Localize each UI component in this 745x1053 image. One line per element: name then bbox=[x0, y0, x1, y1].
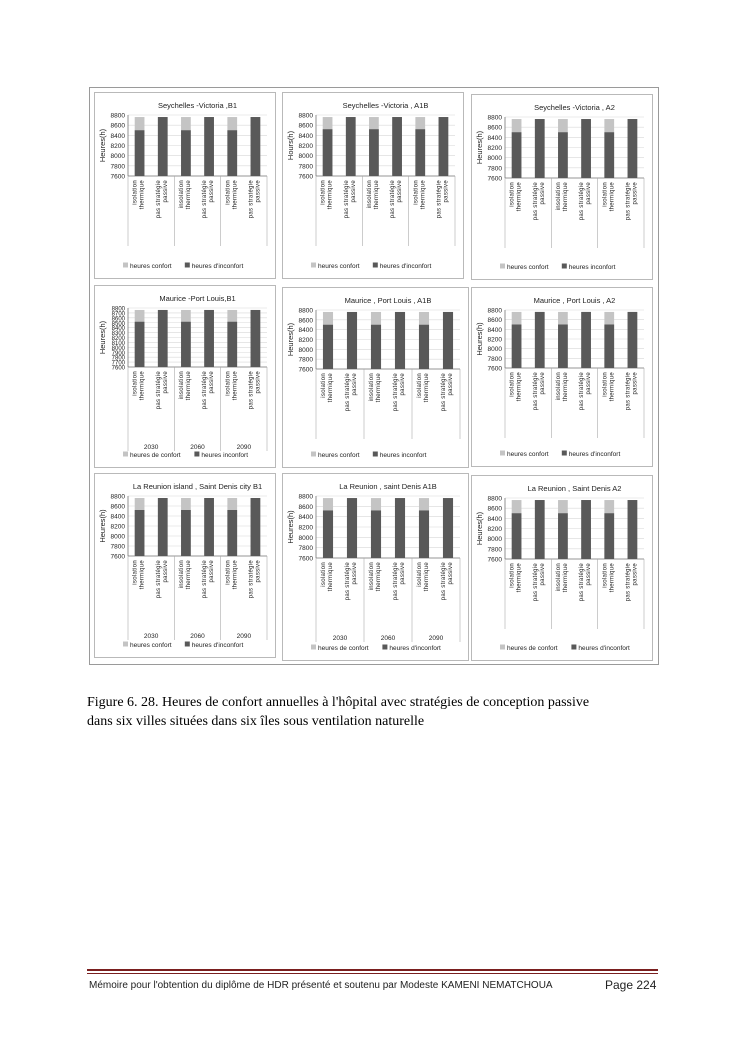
bar-heures-inconfort bbox=[604, 513, 614, 559]
y-tick-label: 8000 bbox=[298, 153, 313, 161]
y-tick-label: 8100 bbox=[111, 340, 125, 347]
y-tick-label: 8400 bbox=[487, 134, 502, 142]
y-tick-label: 8600 bbox=[487, 317, 502, 325]
legend-label-confort: heures de confort bbox=[130, 452, 181, 459]
bar-heures-inconfort bbox=[512, 325, 522, 369]
chart-title: Seychelles -Victoria , A1B bbox=[342, 101, 429, 110]
x-category-label: isolationthermique bbox=[602, 372, 616, 402]
period-label: 2060 bbox=[190, 444, 205, 451]
x-category-label: pas stratégiepassive bbox=[248, 560, 262, 599]
bar-heures-inconfort bbox=[347, 498, 357, 558]
legend-swatch-inconfort bbox=[562, 451, 567, 456]
caption-line-1: Figure 6. 28. Heures de confort annuelles à l'hôpital avec stratégies de conception passive bbox=[87, 695, 590, 710]
y-tick-label: 8800 bbox=[111, 306, 125, 313]
legend-label-confort: heures confort bbox=[130, 642, 172, 649]
period-label: 2060 bbox=[380, 635, 396, 642]
y-tick-label: 8000 bbox=[298, 534, 313, 542]
y-tick-label: 8400 bbox=[110, 513, 125, 521]
y-axis-label: Hours(h) bbox=[286, 130, 295, 161]
x-category-label: pas stratégiepassive bbox=[202, 560, 216, 599]
footer-rule-thin bbox=[87, 973, 658, 974]
x-category-label: isolationthermique bbox=[509, 372, 523, 402]
x-category-label: insolationthermique bbox=[555, 182, 569, 212]
legend-label-confort: heures confort bbox=[318, 452, 360, 459]
legend-label-confort: heures confort bbox=[507, 264, 549, 271]
bar-heures-inconfort bbox=[419, 510, 429, 558]
y-tick-label: 7800 bbox=[110, 543, 125, 551]
chart-svg bbox=[283, 474, 468, 660]
chart-svg bbox=[95, 93, 275, 278]
bar-heures-inconfort bbox=[443, 312, 453, 369]
legend-label-confort: heures de confort bbox=[507, 645, 558, 652]
x-category-label: pas stratégiepassive bbox=[625, 182, 639, 221]
y-axis-label: Heures(h) bbox=[475, 130, 484, 165]
x-category-label: pas stratégiepassive bbox=[441, 562, 454, 601]
x-category-label: isolationthermique bbox=[509, 563, 523, 593]
y-tick-label: 8200 bbox=[487, 336, 502, 344]
bar-heures-inconfort bbox=[369, 129, 379, 176]
caption-line-2: dans six villes situées dans six îles sous ventilation naturelle bbox=[87, 714, 425, 729]
bar-heures-inconfort bbox=[323, 129, 333, 176]
x-category-label: isolationthermique bbox=[225, 560, 239, 590]
bar-heures-inconfort bbox=[512, 513, 522, 559]
bar-heures-inconfort bbox=[581, 500, 591, 559]
y-tick-label: 8800 bbox=[487, 114, 502, 122]
bar-heures-inconfort bbox=[392, 117, 402, 176]
period-label: 2060 bbox=[190, 633, 205, 640]
x-category-label: pas stratégiepassive bbox=[155, 371, 169, 410]
x-category-label: pas stratégiepassive bbox=[248, 371, 262, 410]
bar-heures-inconfort bbox=[181, 130, 191, 176]
bar-heures-inconfort bbox=[371, 510, 381, 558]
bar-heures-inconfort bbox=[158, 117, 168, 176]
legend-swatch-confort bbox=[500, 264, 505, 269]
y-tick-label: 8600 bbox=[487, 124, 502, 132]
chart-svg bbox=[95, 286, 275, 467]
y-tick-label: 7800 bbox=[111, 355, 125, 362]
y-tick-label: 8800 bbox=[298, 493, 313, 501]
x-category-label: isolationthermique bbox=[225, 180, 239, 210]
bar-heures-inconfort bbox=[135, 130, 145, 176]
x-category-label: pas stratégiepassive bbox=[343, 180, 357, 219]
legend-label-inconfort: heures d'inconfort bbox=[578, 645, 630, 652]
x-category-label: pas stratégiepassive bbox=[532, 182, 546, 221]
chart-title: Maurice , Port Louis , A1B bbox=[344, 296, 432, 305]
x-category-label: insolationthermique bbox=[178, 371, 192, 401]
x-category-label: insolationthermique bbox=[366, 180, 380, 210]
y-tick-label: 8200 bbox=[487, 145, 502, 152]
y-tick-label: 8000 bbox=[111, 345, 125, 352]
bar-heures-inconfort bbox=[227, 510, 237, 556]
legend-swatch-inconfort bbox=[185, 642, 190, 647]
y-tick-label: 8800 bbox=[487, 307, 502, 315]
x-category-label: isolationthermique bbox=[132, 371, 146, 401]
legend-swatch-confort bbox=[123, 263, 128, 268]
legend-swatch-confort bbox=[123, 452, 128, 457]
bar-heures-inconfort bbox=[512, 132, 522, 178]
legend-label-confort: heures confort bbox=[318, 263, 360, 270]
footer-rule bbox=[87, 969, 658, 971]
chart-title: Maurice -Port Louis,B1 bbox=[159, 294, 236, 303]
legend-label-confort: heures confort bbox=[130, 263, 172, 270]
bar-heures-inconfort bbox=[251, 117, 261, 176]
bar-heures-inconfort bbox=[227, 130, 237, 176]
figure-caption bbox=[87, 693, 662, 731]
legend-label-inconfort: heures d'inconfort bbox=[568, 451, 621, 458]
x-category-label: isolationthermique bbox=[320, 180, 334, 210]
y-tick-label: 8600 bbox=[110, 122, 125, 130]
legend-swatch-inconfort bbox=[382, 645, 387, 650]
bar-heures-inconfort bbox=[604, 132, 614, 178]
x-category-label: pas stratégiepassive bbox=[625, 563, 639, 602]
x-category-label: pas stratégiepassive bbox=[532, 372, 546, 411]
x-category-label: pas stratégiepassive bbox=[345, 562, 358, 601]
y-tick-label: 7600 bbox=[487, 556, 502, 564]
y-tick-label: 7600 bbox=[487, 365, 502, 373]
y-tick-label: 7800 bbox=[487, 165, 502, 173]
legend-label-inconfort: heures d'inconfort bbox=[379, 263, 432, 270]
x-category-label: pas stratégiepassive bbox=[579, 563, 593, 602]
bar-heures-inconfort bbox=[181, 510, 191, 556]
y-tick-label: 7600 bbox=[110, 553, 125, 561]
y-tick-label: 8000 bbox=[110, 153, 125, 161]
x-category-label: insolationthermique bbox=[369, 373, 382, 403]
chart-seychelles-a1b bbox=[282, 92, 464, 279]
period-label: 2030 bbox=[332, 635, 348, 642]
x-category-label: isolationthermique bbox=[417, 373, 430, 403]
bar-heures-inconfort bbox=[251, 498, 261, 556]
y-tick-label: 7600 bbox=[298, 366, 313, 374]
y-tick-label: 8000 bbox=[110, 533, 125, 541]
bar-heures-inconfort bbox=[371, 325, 381, 369]
y-axis-label: Heures(h) bbox=[286, 510, 295, 544]
bar-heures-inconfort bbox=[604, 325, 614, 369]
bar-heures-inconfort bbox=[415, 129, 425, 176]
bar-heures-inconfort bbox=[395, 498, 405, 558]
bar-heures-inconfort bbox=[628, 312, 638, 368]
legend-swatch-inconfort bbox=[562, 264, 567, 269]
bar-heures-inconfort bbox=[395, 312, 405, 369]
y-tick-label: 7600 bbox=[487, 175, 502, 183]
bar-heures-inconfort bbox=[204, 117, 214, 176]
period-label: 2030 bbox=[143, 633, 159, 640]
bar-heures-inconfort bbox=[135, 322, 145, 367]
y-tick-label: 8000 bbox=[298, 346, 313, 354]
y-tick-label: 8500 bbox=[111, 321, 125, 328]
page-number: Page 224 bbox=[605, 978, 657, 992]
x-category-label: pas stratégiepassive bbox=[532, 563, 546, 602]
bar-heures-inconfort bbox=[135, 510, 145, 556]
legend-label-confort: heures confort bbox=[507, 451, 549, 458]
y-axis-label: Heures(h) bbox=[98, 509, 107, 543]
y-tick-label: 8800 bbox=[298, 112, 313, 120]
chart-svg bbox=[283, 288, 468, 467]
x-category-label: pas stratégiepassive bbox=[393, 373, 406, 412]
x-category-label: insolationthermique bbox=[555, 563, 569, 593]
y-tick-label: 7800 bbox=[298, 356, 313, 364]
y-tick-label: 8000 bbox=[487, 346, 502, 354]
legend-swatch-confort bbox=[311, 452, 316, 457]
y-tick-label: 8800 bbox=[487, 495, 502, 503]
period-label: 2090 bbox=[428, 635, 444, 642]
y-tick-label: 7800 bbox=[298, 545, 313, 553]
y-tick-label: 8200 bbox=[298, 337, 313, 344]
bar-heures-inconfort bbox=[204, 310, 214, 367]
y-tick-label: 7800 bbox=[110, 163, 125, 171]
y-axis-label: Heures(h) bbox=[475, 322, 484, 356]
x-category-label: isolationthermique bbox=[225, 371, 239, 401]
y-axis-label: Heures(h) bbox=[98, 128, 107, 163]
y-tick-label: 8400 bbox=[487, 326, 502, 334]
x-category-label: insolationthermique bbox=[178, 560, 192, 590]
chart-title: La Reunion island , Saint Denis city B1 bbox=[132, 482, 263, 491]
bar-heures-inconfort bbox=[323, 325, 333, 369]
y-tick-label: 7700 bbox=[111, 360, 125, 367]
legend-label-inconfort: heures d'inconfort bbox=[389, 645, 441, 652]
y-tick-label: 8600 bbox=[111, 316, 125, 323]
x-category-label: pas stratégiepassive bbox=[441, 373, 454, 412]
x-category-label: isolationthermique bbox=[602, 563, 616, 593]
legend-swatch-inconfort bbox=[571, 645, 576, 650]
bar-heures-inconfort bbox=[204, 498, 214, 556]
chart-seychelles-b1 bbox=[94, 92, 276, 279]
y-axis-label: Heures(h) bbox=[98, 320, 107, 355]
chart-maurice-b1 bbox=[94, 285, 276, 468]
bar-heures-inconfort bbox=[347, 312, 357, 369]
chart-seychelles-a2 bbox=[471, 94, 653, 280]
y-tick-label: 8200 bbox=[298, 143, 313, 150]
x-category-label: isolationthermique bbox=[413, 180, 427, 210]
bar-heures-inconfort bbox=[346, 117, 356, 176]
y-tick-label: 8400 bbox=[298, 327, 313, 335]
legend-label-inconfort: heures inconfort bbox=[201, 452, 249, 459]
y-tick-label: 8400 bbox=[110, 132, 125, 140]
y-tick-label: 8200 bbox=[111, 336, 125, 342]
x-category-label: pas stratégiepassive bbox=[579, 182, 593, 221]
chart-reunion-a2 bbox=[471, 475, 653, 661]
legend-swatch-confort bbox=[500, 451, 505, 456]
bar-heures-inconfort bbox=[558, 325, 568, 369]
x-category-label: pas stratégiepassive bbox=[579, 372, 593, 411]
x-category-label: isolationthermique bbox=[132, 180, 146, 210]
chart-svg bbox=[472, 476, 652, 660]
chart-svg bbox=[472, 288, 652, 466]
chart-maurice-a2 bbox=[471, 287, 653, 467]
period-label: 2090 bbox=[236, 444, 252, 451]
bar-heures-inconfort bbox=[535, 312, 545, 368]
chart-reunion-b1 bbox=[94, 473, 276, 658]
y-tick-label: 8200 bbox=[298, 524, 313, 532]
legend-swatch-inconfort bbox=[373, 263, 378, 268]
y-tick-label: 7900 bbox=[111, 350, 125, 357]
bar-heures-inconfort bbox=[227, 322, 237, 367]
y-tick-label: 8600 bbox=[298, 317, 313, 325]
x-category-label: isolationthermique bbox=[321, 562, 334, 592]
y-tick-label: 8400 bbox=[298, 132, 313, 140]
chart-title: La Reunion , saint Denis A1B bbox=[339, 482, 437, 491]
y-tick-label: 7600 bbox=[298, 555, 313, 563]
y-tick-label: 8600 bbox=[298, 503, 313, 511]
bar-heures-inconfort bbox=[581, 119, 591, 178]
bar-heures-inconfort bbox=[628, 500, 638, 559]
x-category-label: isolationthermique bbox=[321, 373, 334, 403]
legend-swatch-confort bbox=[311, 645, 316, 650]
x-category-label: isolationthermique bbox=[132, 560, 146, 590]
x-category-label: isolationthermique bbox=[417, 562, 430, 592]
chart-svg bbox=[95, 474, 275, 657]
bar-heures-inconfort bbox=[158, 498, 168, 556]
chart-title: Seychelles -Victoria , A2 bbox=[534, 103, 615, 112]
y-tick-label: 8600 bbox=[487, 505, 502, 513]
y-tick-label: 7800 bbox=[487, 546, 502, 554]
y-tick-label: 8400 bbox=[298, 514, 313, 522]
x-category-label: pas stratégiepassive bbox=[390, 180, 404, 219]
y-tick-label: 8200 bbox=[487, 526, 502, 533]
bar-heures-inconfort bbox=[535, 500, 545, 559]
y-tick-label: 8400 bbox=[111, 326, 125, 333]
x-category-label: pas stratégiepassive bbox=[155, 180, 169, 219]
legend-label-confort: heures de confort bbox=[318, 645, 369, 652]
y-tick-label: 8800 bbox=[298, 307, 313, 315]
bar-heures-inconfort bbox=[323, 510, 333, 558]
chart-svg bbox=[283, 93, 463, 278]
x-category-label: isolationthermique bbox=[509, 182, 523, 212]
legend-label-inconfort: heures d'inconfort bbox=[191, 642, 244, 649]
x-category-label: pas stratégiepassive bbox=[248, 180, 262, 219]
legend-swatch-inconfort bbox=[185, 263, 190, 268]
chart-svg bbox=[472, 95, 652, 279]
y-tick-label: 8600 bbox=[110, 503, 125, 511]
x-category-label: pas stratégiepassive bbox=[436, 180, 450, 219]
y-axis-label: Heures(h) bbox=[475, 511, 484, 546]
y-tick-label: 8600 bbox=[298, 122, 313, 130]
footer-text: Mémoire pour l'obtention du diplôme de HDR présenté et soutenu par Modeste KAMENI NEMATCHOUA bbox=[89, 980, 553, 991]
bar-heures-inconfort bbox=[419, 325, 429, 369]
bar-heures-inconfort bbox=[439, 117, 449, 176]
legend-swatch-confort bbox=[123, 642, 128, 647]
y-tick-label: 8200 bbox=[110, 523, 125, 531]
y-tick-label: 7600 bbox=[298, 173, 313, 181]
chart-reunion-a1b bbox=[282, 473, 469, 661]
y-tick-label: 8000 bbox=[487, 155, 502, 163]
chart-maurice-a1b bbox=[282, 287, 469, 468]
x-category-label: pas stratégiepassive bbox=[202, 180, 216, 219]
legend-swatch-confort bbox=[500, 645, 505, 650]
period-label: 2030 bbox=[143, 444, 159, 451]
bar-heures-inconfort bbox=[558, 132, 568, 178]
x-category-label: pas stratégiepassive bbox=[345, 373, 358, 412]
y-tick-label: 7600 bbox=[111, 365, 125, 372]
y-tick-label: 8700 bbox=[111, 311, 125, 318]
chart-title: La Reunion , Saint Denis A2 bbox=[527, 484, 622, 493]
bar-heures-inconfort bbox=[158, 310, 168, 367]
x-category-label: isolationthermique bbox=[602, 182, 616, 212]
bar-heures-inconfort bbox=[535, 119, 545, 178]
bar-heures-inconfort bbox=[181, 322, 191, 367]
y-tick-label: 8400 bbox=[487, 515, 502, 523]
legend-label-inconfort: heures inconfort bbox=[568, 264, 616, 271]
bar-heures-inconfort bbox=[251, 310, 261, 367]
x-category-label: insolationthermique bbox=[178, 180, 192, 210]
y-tick-label: 8000 bbox=[487, 536, 502, 544]
chart-title: Seychelles -Victoria ,B1 bbox=[157, 101, 238, 110]
y-tick-label: 7800 bbox=[298, 163, 313, 171]
legend-swatch-inconfort bbox=[373, 452, 378, 457]
x-category-label: pas stratégiepassive bbox=[155, 560, 169, 599]
x-category-label: insolationthermique bbox=[555, 372, 569, 402]
y-tick-label: 8300 bbox=[111, 331, 125, 338]
legend-swatch-confort bbox=[311, 263, 316, 268]
x-category-label: pas stratégiepassive bbox=[202, 371, 216, 410]
period-label: 2090 bbox=[236, 633, 252, 640]
figure-frame bbox=[89, 87, 659, 665]
y-tick-label: 8800 bbox=[110, 493, 125, 501]
legend-swatch-inconfort bbox=[194, 452, 199, 457]
y-tick-label: 7600 bbox=[110, 173, 125, 181]
bar-heures-inconfort bbox=[558, 513, 568, 559]
bar-heures-inconfort bbox=[443, 498, 453, 558]
x-category-label: pas stratégiepassive bbox=[393, 562, 406, 601]
legend-label-inconfort: heures d'inconfort bbox=[191, 263, 244, 270]
y-axis-label: Heures(h) bbox=[286, 322, 295, 357]
x-category-label: pas stratégiepassive bbox=[625, 372, 639, 411]
y-tick-label: 8800 bbox=[110, 112, 125, 120]
legend-label-inconfort: heures inconfort bbox=[379, 452, 427, 459]
bar-heures-inconfort bbox=[581, 312, 591, 368]
y-tick-label: 8200 bbox=[110, 143, 125, 150]
chart-title: Maurice , Port Louis , A2 bbox=[533, 296, 616, 305]
bar-heures-inconfort bbox=[628, 119, 638, 178]
x-category-label: insolationthermique bbox=[369, 562, 382, 592]
y-tick-label: 7800 bbox=[487, 355, 502, 363]
